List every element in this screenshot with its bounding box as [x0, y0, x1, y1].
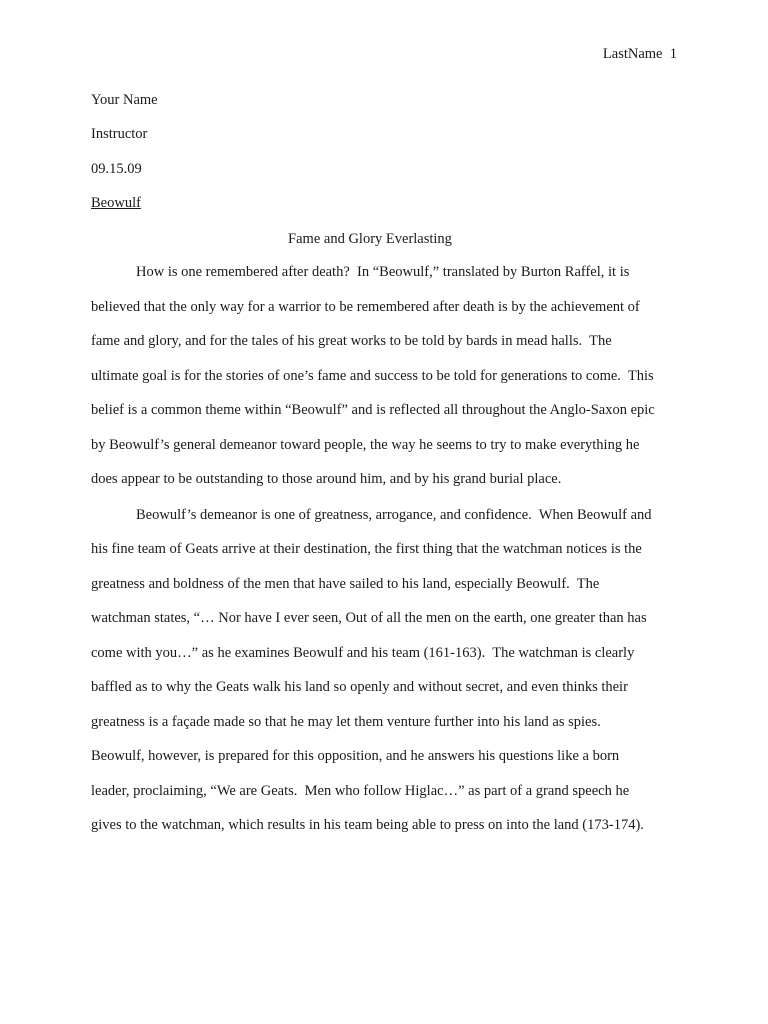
date: 09.15.09 — [91, 161, 142, 177]
body-line: belief is a common theme within “Beowulf” and is reflected all throughout the Anglo-Saxon epic — [91, 402, 655, 418]
body-line: by Beowulf’s general demeanor toward people, the way he seems to try to make everything he — [91, 437, 640, 453]
course-title: Beowulf — [91, 195, 141, 211]
body-line: greatness is a façade made so that he may let them venture further into his land as spies. — [91, 714, 601, 730]
body-line: fame and glory, and for the tales of his great works to be told by bards in mead halls. The — [91, 333, 612, 349]
body-line: believed that the only way for a warrior to be remembered after death is by the achievement of — [91, 299, 640, 315]
body-line: gives to the watchman, which results in his team being able to press on into the land (173-174). — [91, 817, 644, 833]
body-line: baffled as to why the Geats walk his land so openly and without secret, and even thinks their — [91, 679, 628, 695]
body-line: ultimate goal is for the stories of one’s fame and success to be told for generations to come. This — [91, 368, 654, 384]
body-line: come with you…” as he examines Beowulf and his team (161-163). The watchman is clearly — [91, 645, 635, 661]
essay-title: Fame and Glory Everlasting — [288, 231, 452, 247]
body-line: greatness and boldness of the men that have sailed to his land, especially Beowulf. The — [91, 576, 600, 592]
instructor-name: Instructor — [91, 126, 148, 142]
body-line: watchman states, “… Nor have I ever seen, Out of all the men on the earth, one greater than has — [91, 610, 647, 626]
student-name: Your Name — [91, 92, 158, 108]
body-line: does appear to be outstanding to those around him, and by his grand burial place. — [91, 471, 562, 487]
body-line: How is one remembered after death? In “Beowulf,” translated by Burton Raffel, it is — [136, 264, 630, 280]
body-line: his fine team of Geats arrive at their destination, the first thing that the watchman notices is the — [91, 541, 642, 557]
body-line: Beowulf’s demeanor is one of greatness, arrogance, and confidence. When Beowulf and — [136, 507, 652, 523]
body-line: leader, proclaiming, “We are Geats. Men who follow Higlac…” as part of a grand speech he — [91, 783, 630, 799]
running-head: LastName 1 — [602, 46, 677, 62]
body-line: Beowulf, however, is prepared for this opposition, and he answers his questions like a born — [91, 748, 620, 764]
